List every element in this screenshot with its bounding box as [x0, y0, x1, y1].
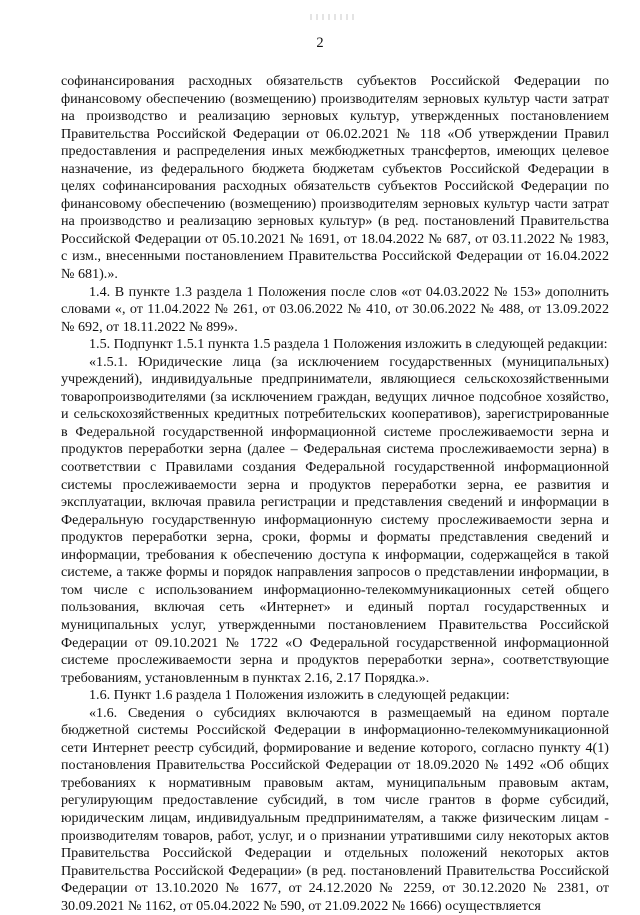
page-number: 2: [316, 35, 324, 51]
paragraph-1-6-text: «1.6. Сведения о субсидиях включаются в размещаемый на едином портале бюджетной системы Российской Федерации в информационно-телекоммуникационной сети Интернет реестр субсидий, формирование и ведение которого, согласно пункту 4(1) постановления Правительства Российской Федерации от 18.09.2020 № 1492 «Об общих требованиях к нормативным правовым актам, муниципальным правовым актам, регулирующим предоставление субсидий, в том числе грантов в форме субсидий, юридическим лицам, индивидуальным предпринимателям, а также физическим лицам - производителям товаров, работ, услуг, и о признании утратившими силу некоторых актов Правительства Российской Федерации и отдельных положений некоторых актов Правительства Российской Федерации» (в ред. постановлений Правительства Российской Федерации от 13.10.2020 № 1677, от 24.12.2020 № 2259, от 30.12.2020 № 2381, от 30.09.2021 № 1162, от 05.04.2022 № 590, от 21.09.2022 № 1666) осуществляется: [61, 704, 609, 914]
document-body: [61, 73, 609, 915]
paragraph-1-5: 1.5. Подпункт 1.5.1 пункта 1.5 раздела 1 Положения изложить в следующей редакции:: [89, 336, 608, 353]
paragraph-1-5-1-text: «1.5.1. Юридические лица (за исключением государственных (муниципальных) учреждений), индивидуальные предприниматели, являющиеся сельскохозяйственными товаропроизводителями (за исключением граждан, ведущих личное подсобное хозяйство, и сельскохозяйственных кредитных потребительских кооперативов), зарегистрированные в Федеральной государственной информационной системе прослеживаемости зерна и продуктов переработки зерна (далее – Федеральная система прослеживаемости зерна) в соответствии с Правилами создания Федеральной государственной информационной системы прослеживаемости зерна и продуктов переработки зерна, ее развития и эксплуатации, включая правила регистрации и представления сведений и информации в Федеральную государственную информационную систему прослеживаемости зерна и продуктов переработки зерна, сроки, формы и форматы представления сведений и информации, требования к обеспечению доступа к информации, содержащейся в такой системе, а также формы и порядок направления запросов о представлении информации, в том числе с использованием информационно-телекоммуникационных сетей общего пользования, включая сеть «Интернет» и единый портал государственных и муниципальных услуг, утвержденными постановлением Правительства Российской Федерации от 09.10.2021 № 1722 «О Федеральной государственной информационной системе прослеживаемости зерна и продуктов переработки зерна», соответствующие требованиям, установленным в пунктах 2.16, 2.17 Порядка.».: [61, 353, 609, 686]
paragraph-continuation: софинансирования расходных обязательств субъектов Российской Федерации по финансовому обеспечению (возмещению) производителям зерновых культур части затрат на производство и реализацию зерновых культур, утвержденных постановлением Правительства Российской Федерации от 06.02.2021 № 118 «Об утверждении Правил предоставления и распределения иных межбюджетных трансфертов, имеющих целевое назначение, из федерального бюджета бюджетам субъектов Российской Федерации в целях софинансирования расходных обязательств субъектов Российской Федерации по финансовому обеспечению (возмещению) производителям зерновых культур части затрат на производство и реализацию зерновых культур» (в ред. постановлений Правительства Российской Федерации от 05.10.2021 № 1691, от 18.04.2022 № 687, от 03.11.2022 № 1983, с изм., внесенными постановлением Правительства Российской Федерации от 16.04.2022 № 681).».: [61, 73, 609, 283]
paragraph-1-4: 1.4. В пункте 1.3 раздела 1 Положения после слов «от 04.03.2022 № 153» дополнить словами «, от 11.04.2022 № 261, от 03.06.2022 № 410, от 30.06.2022 № 488, от 13.09.2022 № 692, от 18.11.2022 № 899».: [61, 283, 609, 335]
scan-artifact: [310, 14, 356, 20]
paragraph-1-6: 1.6. Пункт 1.6 раздела 1 Положения изложить в следующей редакции:: [89, 687, 510, 704]
